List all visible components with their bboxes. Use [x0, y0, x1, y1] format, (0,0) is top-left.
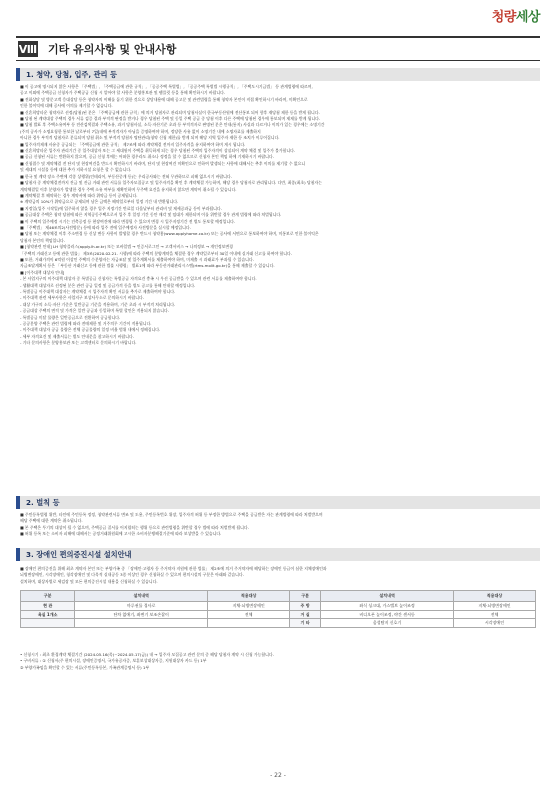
logo-sub: 세상 [515, 10, 540, 25]
text-line: ■ 신혼희망타운 청약자로 선정(당첨)된 분은 「주택공급에 관한 규칙」에 의거 당첨자로 관리되며 당첨사실이 한국부동산원에 전산통보 되어 향후 재당첨 제한 등을 받게 됩니다. [20, 109, 320, 115]
table-cell [75, 619, 208, 628]
table-header: 적용대상 [208, 591, 290, 602]
text-line: ■ 또한, 거래가격이 6억원 이상인 주택의 수분양자는 자금조달 및 입주계획서를 제출하여야 하며, 미제출 시 과태료가 부과될 수 있습니다. [20, 256, 254, 262]
table-row [21, 602, 536, 611]
text-line: - 공급대상 주택의 면적 및 가격은 일반 공급과 동일하며 특별 할인은 적용되지 않습니다. [20, 308, 170, 314]
text-line: ■ 당첨자 중 계약체결전까지 잔금 및 잔금 거래 관련 서류를 입주자모집공고 및 입주자격을 확인 후 계약체결 가능하며, 해당 경우 당첨자로 관리됩니다. 다만, 최종(최초) 당첨자는 [20, 180, 322, 186]
logo-main: 청량 [491, 10, 516, 25]
text-line: ■ 주민등록법령 위반, 타인에 주민등록 정정, 청약관련서류 변조 및 도용, 주민등록번호 위장, 입주자격 허위 등 부정한 방법으로 주택을 공급받은 자는 관계법령에 따라 처벌받으며 [20, 512, 323, 517]
text-line: ■ 지정일(입주 시작일)에 입주하지 않을 경우 입주 지정기간 만료일 다음날부터 관리비 및 제세공과금 등이 부과됩니다. [20, 205, 222, 211]
text-line: - 본 사업지구의 이주대책 대상자 중 특별공급 신청자는 특별공급 자격요건 충족 시 우선 공급받을 수 있으며 관련 서류를 제출하여야 합니다. [20, 276, 257, 282]
table-header: 적용대상 [454, 591, 536, 602]
table-cell: 비디오폰 높이조정, 야간 센서등 [321, 610, 454, 619]
text-line: ■ 전화상담 및 방문고객 응대상담 등은 청약자의 이해를 돕기 위한 것으로 상담내용에 대해 공고문 및 관련법령을 통해 청약자 본인이 직접 확인하시기 바라며, 미확인으로 [20, 96, 308, 102]
text-line: ■ 「주택법」 제46조의2(사전방문) 등에 따라 입주 전에 입주예정자 사전방문을 실시할 예정입니다. [20, 224, 191, 230]
table-cell: 현 관 [21, 602, 75, 611]
text-line: • 신청시기 : 최초 환경계약 체결기간 (2024.05.16(목)~2024.05.17(금)) 내 → 입주자 모집공고 관련 문의 중 해당 당첨자 계약 시 신청 가능합니다. [20, 652, 274, 657]
text-line: - 세부 자격요건 및 제출서류는 별도 안내문을 참고하시기 바랍니다. [20, 333, 135, 339]
text-line: 공고 이외에 주택공급 신청자가 주택공급 신청 시 알아야 할 사항은 분양홍보관 및 팸플릿 등을 통해 확인하시기 바랍니다. [20, 90, 226, 96]
table-header: 구분 [290, 591, 321, 602]
text-line: ■ 이 주택의 입주예정 시기는 건축공정 등 현장여건에 따라 변경될 수 있으며 변경 시 입주지정기간 전 별도 통보할 예정입니다. [20, 218, 236, 224]
section-heading-1: 1. 청약, 당첨, 입주, 관리 등 [16, 68, 540, 81]
section-heading-3: 3. 장애인 편의증진시설 설치안내 [16, 548, 540, 561]
text-line: - 공공분양 주택은 관련 법령에 따라 전매제한 및 거주의무 기간이 적용됩니다. [20, 321, 152, 327]
text-line: 인한 불이익에 대해 공사에 이의를 제기할 수 없습니다. [20, 103, 113, 109]
table-cell: 단차 없애기, 좌변기 보조손잡이 [75, 610, 208, 619]
text-line: ② 부양가족임을 확인할 수 있는 서류(주민등록등본, 가족관계증명서 등) 1부 [20, 664, 150, 670]
table-header-row [21, 591, 536, 602]
text-line: 계약체결일 이후 분양자가 발생한 경우 주택 소유 여부를 재확인하며 무주택 요건을 유지하지 않으면 계약이 취소될 수 있습니다. [20, 186, 237, 192]
section-1-body [20, 84, 536, 347]
table-row [21, 610, 536, 619]
table-header: 설치내역 [321, 591, 454, 602]
table-row [21, 619, 536, 628]
table-cell: 마루권틀 경사로 [75, 602, 208, 611]
text-line: 및 세대의 시설물 등에 대한 추가 지하시설 요청은 할 수 없습니다. [20, 167, 132, 173]
table-cell [208, 619, 290, 628]
section-2-body [20, 512, 536, 538]
facility-table [20, 590, 536, 628]
text-line: - 기타 문의사항은 분양홍보관 또는 고객센터로 문의하시기 바랍니다. [20, 340, 137, 346]
text-line: 설치하며, 대상자별로 세검장 및 모든 편의증진시설 내용을 신청하실 수 있습니다. [20, 578, 158, 584]
table-cell: 음성탐지 신호기 [321, 619, 454, 628]
page-number: - 22 - [270, 772, 286, 779]
text-line: ■ 당첨 발표 후 주택소유여부 등 전산검색결과 주택소유, 과거 당첨사실, 소득·자산기준 초과 등 부적격자로 판명된 분은 안내(통지) 사실과 다르거나 이의가 있는 경우에는 소명기간 [20, 122, 325, 128]
table-header: 구분 [21, 591, 75, 602]
text-line: ■ 신청접수 및 계약체결 전 단지 및 현장여건을 반드시 확인하시기 바라며, 단지 및 현장여건 미확인으로 인하여 발생되는 사항에 대해서는 추후 이의를 제기할 수 없으니 [20, 160, 306, 166]
text-line: ■ 본 주택은 투기의 대상이 될 수 없으며, 주택공급 질서를 어지럽히는 행위 등으로 관련법령을 위반할 경우 법에 따라 처벌받게 됩니다. [20, 524, 249, 530]
text-line: ■ 한국 및 계약 장소 주변에 각종 상행위(인테리어, 부동산중개 등)는 우리공사와는 전혀 무관하므로 피해 없으시기 바랍니다. [20, 173, 232, 179]
section-3-body [20, 566, 536, 585]
text-line: ■ 이 공고에 명시되지 않은 사항은 「주택법」, 「주택공급에 관한 규칙」, 「공공주택 특별법」, 「공공주택 특별법 시행규칙」, 「주택도시기금법」 등 관계법령에 따르며, [20, 84, 313, 89]
text-line: - 특별공급 미달 물량은 일반공급으로 전환하여 공급합니다. [20, 314, 121, 320]
table-header: 설치내역 [75, 591, 208, 602]
chapter-number: Ⅷ [18, 42, 38, 56]
text-line: (주의 공사가 소명요청한 통보한 날로부터 7일)내에 부적격자가 아님을 증명하여야 하며, 정당한 사유 없이 소명기간 내에 소명자료를 제출하지 [20, 128, 261, 134]
text-line: 아니한 경우 부적격 당첨자로 분류되며 당첨 취소 및 부적격 당첨자 명단관리(청약 신청 제한)를 받게 되며 해당 지역 입주자 제한 등 조치가 이루어집니다. [20, 135, 280, 141]
text-line: - 대상 가구의 소득·자산 기준은 일반공급 기준을 적용하며, 기준 초과 시 부적격 처리됩니다. [20, 301, 176, 307]
brand-logo [492, 6, 540, 25]
text-line: 자금조달계획서 등은 「부동산 거래신고 등에 관한 법률 시행령」 별표1에 따라 부동산거래관리시스템(rtms.molit.go.kr)을 통해 제출할 수 있습니다. [20, 263, 275, 269]
text-line: 당첨자 본인의 책임입니다. [20, 237, 66, 243]
text-line: - 이주대책 대상자 공급 물량은 전체 공급물량의 일정 비율 범위 내에서 정해집니다. [20, 327, 161, 333]
section-3-notes [20, 652, 536, 671]
text-line: 뇌병변장애인, 시각장애인, 청각장애인 및 다목적 실내공동 3종 이상인 경우 신청하실 수 있으며 편의시설의 구분은 아래와 같습니다. [20, 572, 244, 578]
table-cell [21, 619, 75, 628]
text-line: ■ 신혼희망타운 입주자 관리기간 중 입주대상자 또는 그 세대원이 주택을 취득하게 되는 경우 당첨된 주택의 입주자격이 상실되어 계약 체결 및 입주가 불가합니다. [20, 148, 296, 154]
text-line: ■ [이주대책 대상자 안내] [20, 269, 65, 275]
table-cell: 전체 [208, 610, 290, 619]
chapter-header [16, 36, 540, 61]
table-cell: 지체·뇌병변장애인 [454, 602, 536, 611]
text-line: 해당 주택에 대한 계약은 취소됩니다. [20, 518, 83, 524]
text-line: - 특별공급 이주대책 대상자는 계약체결 시 입주자격 확인 서류를 추가로 제출하여야 합니다. [20, 289, 176, 294]
text-line: 「주택의 거래신고 등에 관한 법률」 제3조(2020.02.21. 시행)에 따라 주택의 분양계약을 체결한 경우 계약일로부터 30일 이내에 실거래 신고를 하여야 합니다. [20, 250, 292, 256]
chapter-title: 기타 유의사항 및 안내사항 [48, 43, 177, 56]
text-line: ■ 공급대상 주택은 청약 당첨에 따른 지역공동주택으로서 입주 후 일정 기간 동안 매각 및 임대가 제한되며 이를 위반할 경우 관계 법령에 따라 처벌됩니다. [20, 212, 282, 218]
table-cell: 주 방 [290, 602, 321, 611]
table-cell: 거 실 [290, 610, 321, 619]
text-line: ■ 당첨 또는 계약체결 이후 주소변경 등 신상 변동 사항이 발생할 경우 반드시 청약홈(www.applyhome.co.kr) 또는 공사에 서면으로 통보하여야 하며, 미통보로 인한 불이익은 [20, 231, 319, 237]
section-heading-2: 2. 벌칙 등 [16, 496, 540, 509]
text-line: ■ 장애인 편의증진을 위해 최초 계약자 본인 또는 부양가족 중 「장애인·고령자 등 주거약자 지원에 관한 법률」 제2조에 의거 주거약자에 해당하는 장애인 등급이 심한 지체장애인과 [20, 566, 327, 571]
text-line: ■ 당첨 된 계약대상 주택의 경우 서류 검증 결과 부적격 판정을 받거나 경우 당첨된 주택 및 동일 주택 공급 중 당첨 이후 다른 주택에 당첨된 경우에 통보되며 제재를 받게 됩니다. [20, 116, 321, 122]
table-cell: 시각장애인 [454, 619, 536, 628]
text-line: ■ 계약체결 후 해약하는 경우 계약서에 따라 위약금 등이 공제됩니다. [20, 192, 138, 198]
table-cell: 좌식 싱크대, 가스밸브 높이조정 [321, 602, 454, 611]
text-line: • 구비서류 : ① 신청서(주 편의시설, 장애인증명서, 국가유공자증, 보훈보상대상자증, 지원대상자 카드 등) 1부 [20, 658, 207, 664]
text-line: ■ 허위 등록 또는 소비자 피해에 대해서는 공정거래위원회에 고시한 소비자분쟁해결기준에 따라 보상받을 수 있습니다. [20, 531, 222, 537]
text-line: - 이주대책 관련 세부사항은 사업지구 보상사무소로 문의하시기 바랍니다. [20, 295, 145, 301]
text-line: ■ 공급 신청된 서류는 반환하지 않으며, 공급 신청 후에는 어떠한 경우라도 취소나 정정을 할 수 없으므로 신청자 본인 책임 하에 기재하시기 바랍니다. [20, 154, 274, 160]
text-line: ■ 입주자격제재 사유중 공급되는 「주택공급에 관한 규칙」 제7조에 따라 계약체결 전까지 입주자격을 유지하여야 하며 게시 됩니다. [20, 141, 246, 147]
text-line: - 생활대책 대상자로 선정된 분은 관련 공급 일정 및 공급가격 등을 별도 공고를 통해 안내할 예정입니다. [20, 282, 196, 288]
table-cell: 욕실 1개소 [21, 610, 75, 619]
text-line: ■ [청약관련 안내] LH 청약플러스(apply.lh.or.kr) 또는 모바일앱 → 인증서로그인 → 고객서비스 → 나의정보 → 개인정보변경 [20, 244, 233, 250]
table-cell: 전체 [454, 610, 536, 619]
table-cell: 지체·뇌병변장애인 [208, 602, 290, 611]
text-line: ※ 계약금의 10%가 위약금으로 공제되며 남은 금액은 해약일로부터 일정 기간 내 반환됩니다. [20, 199, 179, 205]
table-cell: 기 타 [290, 619, 321, 628]
